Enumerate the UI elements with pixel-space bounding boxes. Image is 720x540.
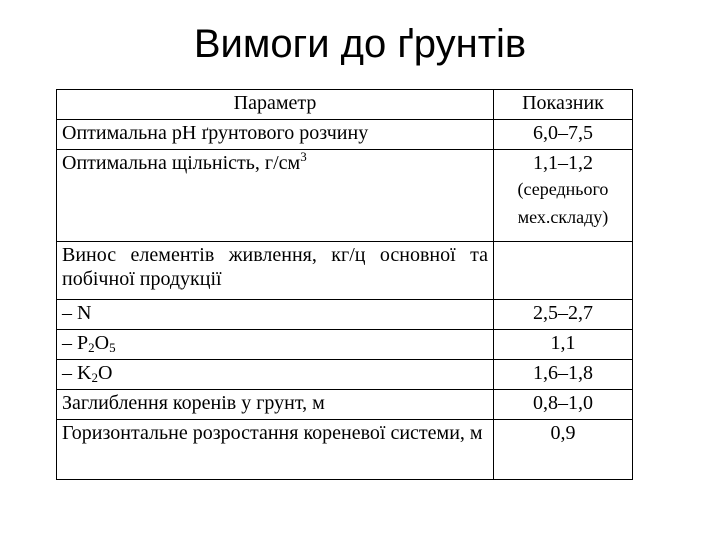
param-cell bbox=[57, 360, 494, 390]
header-param: Параметр bbox=[57, 90, 494, 120]
value-cell bbox=[494, 242, 633, 300]
param-cell: Заглиблення коренів у грунт, м bbox=[57, 390, 494, 420]
param-cell bbox=[57, 330, 494, 360]
table-row bbox=[57, 300, 633, 330]
param-cell: Горизонтальне розростання кореневої системи, м bbox=[57, 420, 494, 480]
value-cell: 2,5–2,7 bbox=[494, 300, 633, 330]
value-cell: 1,6–1,8 bbox=[494, 360, 633, 390]
header-value: Показник bbox=[494, 90, 633, 120]
formula-subscript: 2 bbox=[88, 340, 95, 355]
value-cell: 1,1 bbox=[494, 330, 633, 360]
slide-title: Вимоги до ґрунтів bbox=[193, 22, 527, 66]
table-row bbox=[57, 390, 633, 420]
value-note: (середнього мех.складу) bbox=[517, 179, 609, 227]
table-row bbox=[57, 150, 633, 242]
value-cell bbox=[494, 150, 633, 242]
param-cell: Винос елементів живлення, кг/ц основної та побічної продукції bbox=[57, 242, 494, 300]
formula-element: – K bbox=[62, 362, 92, 384]
param-superscript: 3 bbox=[300, 149, 307, 164]
value-cell: 0,9 bbox=[494, 420, 633, 480]
table-row bbox=[57, 120, 633, 150]
formula-subscript: 2 bbox=[91, 370, 98, 385]
formula-element: O bbox=[97, 362, 113, 384]
param-cell: – N bbox=[57, 300, 494, 330]
requirements-table bbox=[56, 89, 633, 480]
formula-element: O bbox=[94, 332, 110, 354]
param-cell: Оптимальна рН ґрунтового розчину bbox=[57, 120, 494, 150]
value-text: 1,1–1,2 bbox=[533, 152, 593, 174]
value-cell: 6,0–7,5 bbox=[494, 120, 633, 150]
formula-element: – P bbox=[62, 332, 89, 354]
table-row bbox=[57, 420, 633, 480]
param-cell bbox=[57, 150, 494, 242]
param-text: Оптимальна щільність, г/см bbox=[62, 152, 301, 174]
table-row bbox=[57, 330, 633, 360]
table-row bbox=[57, 242, 633, 300]
table-header-row bbox=[57, 90, 633, 120]
value-cell: 0,8–1,0 bbox=[494, 390, 633, 420]
formula-subscript: 5 bbox=[109, 340, 116, 355]
table-row bbox=[57, 360, 633, 390]
